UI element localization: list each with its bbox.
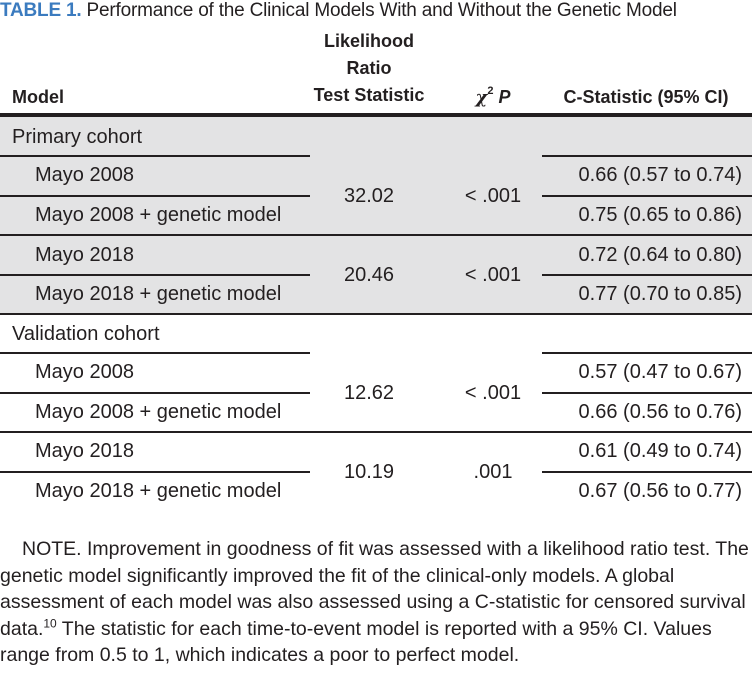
c-statistic-cell: 0.75 (0.65 to 0.86) (578, 204, 742, 226)
column-header-model: Model (12, 87, 64, 107)
lr-statistic-cell: 12.62 (343, 381, 395, 404)
c-statistic-cell: 0.72 (0.64 to 0.80) (578, 244, 742, 266)
p-value-cell: .001 (473, 461, 513, 483)
table-note (0, 536, 752, 669)
model-name-cell: Mayo 2018 (35, 244, 134, 266)
table-label: TABLE 1. (0, 0, 82, 21)
row-divider (0, 195, 310, 197)
p-symbol: P (498, 87, 511, 107)
row-divider (0, 471, 310, 473)
row-divider (0, 352, 310, 354)
p-value-cell: < .001 (464, 184, 522, 207)
lr-statistic-cell: 10.19 (343, 461, 395, 483)
column-header-c-statistic: C-Statistic (95% CI) (563, 87, 729, 107)
lr-statistic-cell: 20.46 (343, 264, 395, 286)
lr-statistic-cell: 32.02 (343, 184, 395, 207)
row-divider (542, 274, 752, 276)
table-caption: Performance of the Clinical Models With and Without the Genetic Model (86, 0, 677, 21)
model-name-cell: Mayo 2008 + genetic model (35, 204, 282, 226)
note-reference: 10 (43, 616, 57, 630)
model-name-cell: Mayo 2018 + genetic model (35, 480, 282, 502)
lr-header-line-1: Likelihood (324, 31, 414, 51)
lr-header-line-2: Ratio (346, 58, 392, 78)
row-divider (0, 392, 310, 394)
row-divider (542, 471, 752, 473)
p-value-cell: < .001 (464, 381, 522, 404)
row-divider (542, 392, 752, 394)
row-divider (0, 234, 752, 236)
note-text-1: NOTE. Improvement in goodness of fit was assessed with a likelihood ratio test. The genetic model significantly improved the fit of the clinical-only models. A global assessment of each model was also assessed using a C-statistic for censored survival data. (0, 538, 749, 640)
section-label-primary: Primary cohort (12, 126, 143, 148)
c-statistic-cell: 0.67 (0.56 to 0.77) (578, 480, 742, 502)
lr-header-line-3: Test Statistic (313, 85, 425, 105)
model-name-cell: Mayo 2008 (35, 361, 134, 383)
column-header-chi-square-p (458, 84, 528, 111)
c-statistic-cell: 0.77 (0.70 to 0.85) (578, 283, 742, 305)
section-label-validation: Validation cohort (12, 323, 160, 345)
c-statistic-cell: 0.61 (0.49 to 0.74) (578, 440, 742, 462)
note-text-2: The statistic for each time-to-event model is reported with a 95% CI. Values range from 0.5 to 1, which indicates a poor to perfect model. (0, 617, 712, 666)
row-divider (0, 274, 310, 276)
chi-superscript: 2 (487, 85, 494, 97)
row-divider (542, 352, 752, 354)
column-header-likelihood-ratio (306, 28, 432, 109)
table-title (0, 0, 677, 22)
model-name-cell: Mayo 2008 (35, 164, 134, 186)
p-value-cell: < .001 (464, 264, 522, 286)
row-divider (0, 155, 310, 157)
row-divider (542, 155, 752, 157)
model-name-cell: Mayo 2018 (35, 440, 134, 462)
c-statistic-cell: 0.57 (0.47 to 0.67) (578, 361, 742, 383)
row-divider (0, 431, 752, 433)
row-divider (542, 195, 752, 197)
c-statistic-cell: 0.66 (0.56 to 0.76) (578, 401, 742, 423)
c-statistic-cell: 0.66 (0.57 to 0.74) (578, 164, 742, 186)
model-name-cell: Mayo 2008 + genetic model (35, 401, 282, 423)
chi-symbol: χ (475, 87, 488, 108)
row-divider (0, 313, 752, 315)
model-name-cell: Mayo 2018 + genetic model (35, 283, 282, 305)
